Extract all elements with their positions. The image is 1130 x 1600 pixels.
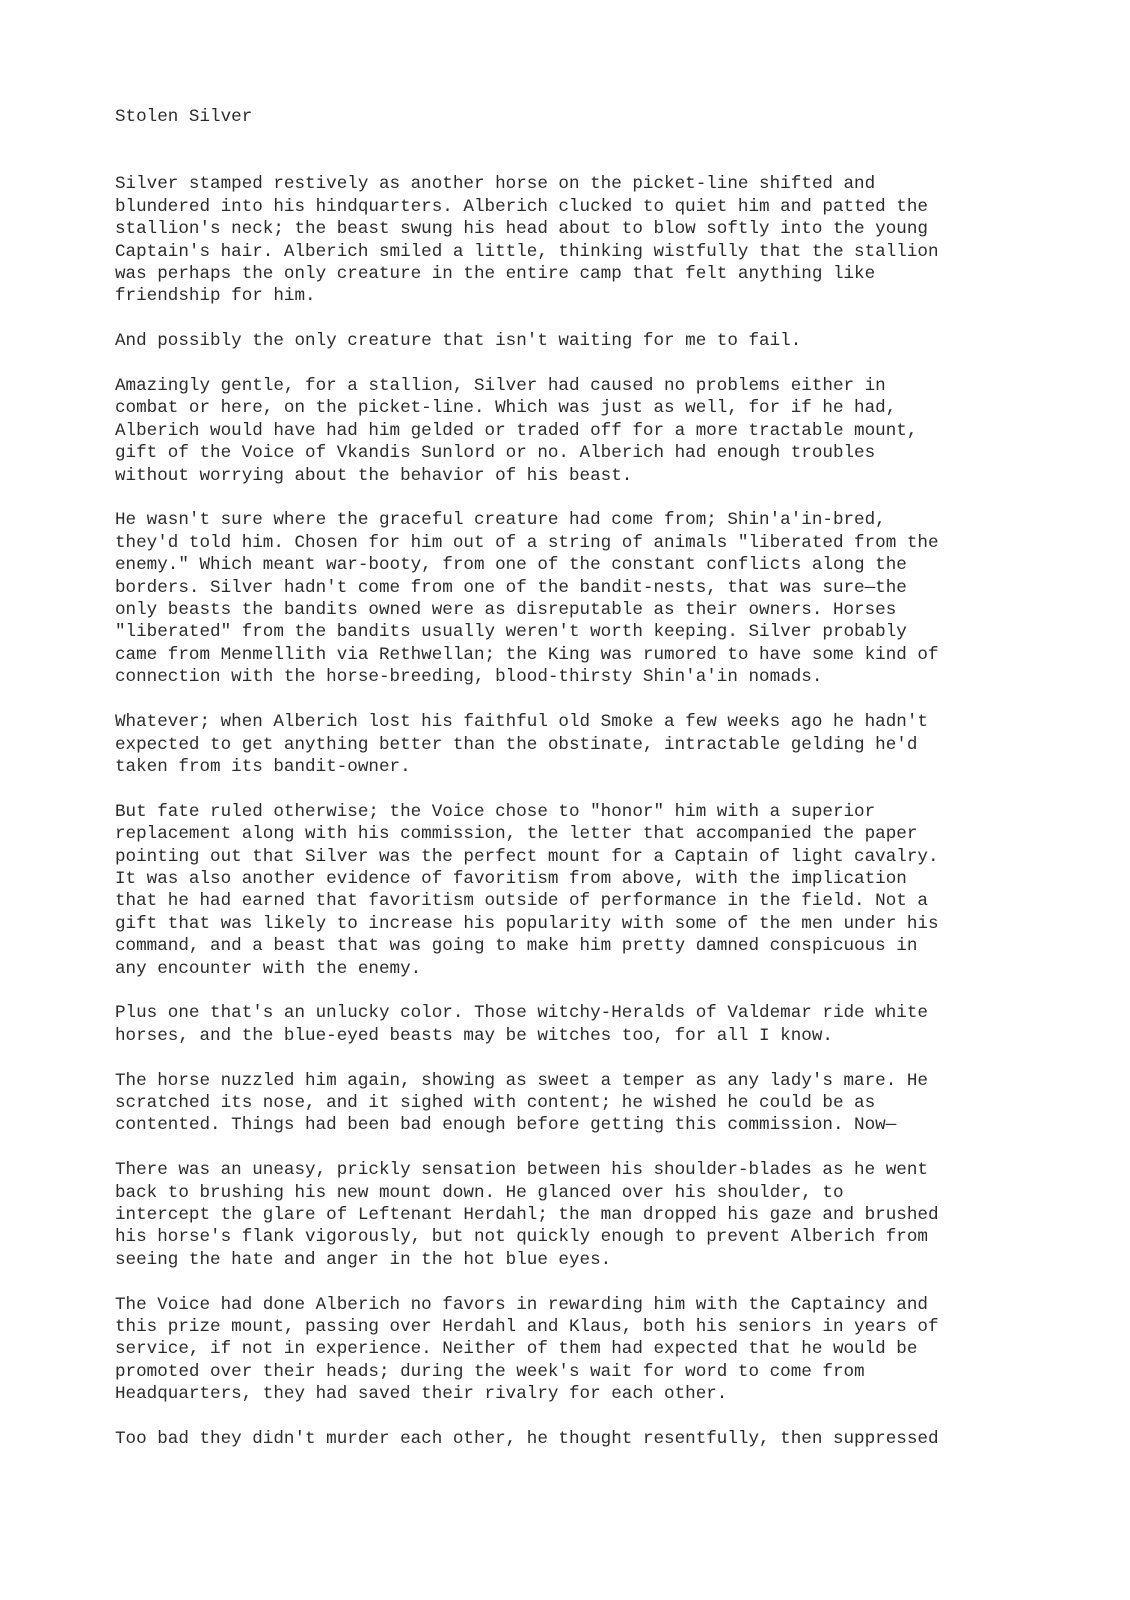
- paragraph: Whatever; when Alberich lost his faithful old Smoke a few weeks ago he hadn't expected to get anything better than the obstinate, intractable gelding he'd taken from its bandit-owner.: [115, 712, 928, 777]
- paragraph: And possibly the only creature that isn't waiting for me to fail.: [115, 331, 802, 352]
- document-title: Stolen Silver: [115, 107, 253, 127]
- paragraph: Plus one that's an unlucky color. Those witchy-Heralds of Valdemar ride white horses, and the blue-eyed beasts may be witches too, for all I know.: [115, 1003, 928, 1046]
- paragraph: He wasn't sure where the graceful creature had come from; Shin'a'in-bred, they'd told him. Chosen for him out of a string of animals "liberated from the enemy." Which meant war-booty, from one of the constant conflicts along the borders. Silver hadn't come from one of the bandit-nests, that was sure—the only beasts the bandits owned were as disreputable as their owners. Horses "liberated" from the bandits usually weren't worth keeping. Silver probably came from Menmellith via Rethwellan; the King was rumored to have some kind of connection with the horse-breeding, blood-thirsty Shin'a'in nomads.: [115, 510, 939, 688]
- paragraph: Amazingly gentle, for a stallion, Silver had caused no problems either in combat or here, on the picket-line. Which was just as well, for if he had, Alberich would have had him gelded or traded off for a more tractable mount, gift of the Voice of Vkandis Sunlord or no. Alberich had enough troubles without worrying about the behavior of his beast.: [115, 376, 918, 486]
- paragraph: Silver stamped restively as another horse on the picket-line shifted and blundered into his hindquarters. Alberich clucked to quiet him and patted the stallion's neck; the beast swung his head about to blow softly into the young Captain's hair. Alberich smiled a little, thinking wistfully that the stallion was perhaps the only creature in the entire camp that felt anything like friendship for him.: [115, 174, 939, 307]
- paragraph: But fate ruled otherwise; the Voice chose to "honor" him with a superior replacement along with his commission, the letter that accompanied the paper pointing out that Silver was the perfect mount for a Captain of light cavalry. It was also another evidence of favoritism from above, with the implication that he had earned that favoritism outside of performance in the field. Not a gift that was likely to increase his popularity with some of the men under his command, and a beast that was going to make him pretty damned conspicuous in any encounter with the enemy.: [115, 801, 939, 979]
- paragraph: The horse nuzzled him again, showing as sweet a temper as any lady's mare. He scratched its nose, and it sighed with content; he wished he could be as contented. Things had been bad enough before getting this commission. Now—: [115, 1070, 928, 1136]
- paragraph: The Voice had done Alberich no favors in rewarding him with the Captaincy and this prize mount, passing over Herdahl and Klaus, both his seniors in years of service, if not in experience. Neither of them had expected that he would be promoted over their heads; during the week's wait for word to come from Headquarters, they had saved their rivalry for each other.: [115, 1294, 939, 1405]
- document-page: [115, 106, 1015, 1473]
- paragraph: There was an uneasy, prickly sensation between his shoulder-blades as he went back to brushing his new mount down. He glanced over his shoulder, to intercept the glare of Leftenant Herdahl; the man dropped his gaze and brushed his horse's flank vigorously, but not quickly enough to prevent Alberich from seeing the hate and anger in the hot blue eyes.: [115, 1160, 939, 1270]
- paragraph: Too bad they didn't murder each other, he thought resentfully, then suppressed: [115, 1429, 939, 1449]
